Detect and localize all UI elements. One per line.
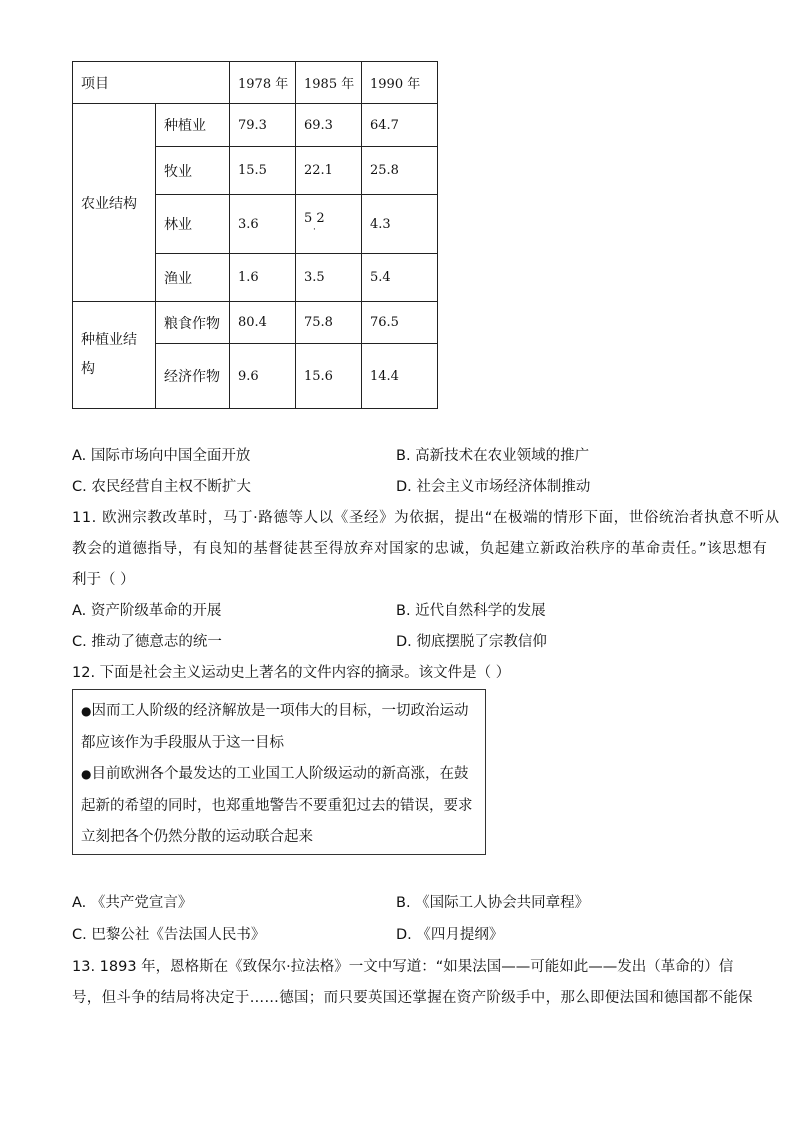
- q11-option-d[interactable]: D. 彻底摆脱了宗教信仰: [396, 634, 547, 650]
- q11-stem-line1: 11. 欧洲宗教改革时，马丁·路德等人以《圣经》为依据，提出“在极端的情形下面，世俗统治者执意不听从: [72, 510, 780, 526]
- cell-1985: [296, 195, 362, 254]
- cell-1990: 25.8: [362, 147, 438, 195]
- row-name: 林业: [156, 195, 230, 254]
- cell-1978: 3.6: [230, 195, 296, 254]
- row-name: 种植业: [156, 104, 230, 147]
- cell-1990: 5.4: [362, 254, 438, 302]
- cell-1990: 4.3: [362, 195, 438, 254]
- header-1985: 1985 年: [296, 62, 362, 104]
- q12-quote-1-text: 因而工人阶级的经济解放是一项伟大的目标，一切政治运动都应该作为手段服从于这一目标: [81, 703, 469, 751]
- header-1978: 1978 年: [230, 62, 296, 104]
- q12-option-d[interactable]: D. 《四月提纲》: [396, 927, 504, 943]
- q11-option-b[interactable]: B. 近代自然科学的发展: [396, 603, 546, 619]
- cell-1985: 69.3: [296, 104, 362, 147]
- q10-option-a[interactable]: A. 国际市场向中国全面开放: [72, 448, 251, 464]
- q12-quote-box: [72, 689, 486, 855]
- bullet-icon: ●: [81, 704, 92, 718]
- cell-1978: 15.5: [230, 147, 296, 195]
- q10-option-b[interactable]: B. 高新技术在农业领域的推广: [396, 448, 590, 464]
- cell-1978: 1.6: [230, 254, 296, 302]
- q12-stem: 12. 下面是社会主义运动史上著名的文件内容的摘录。该文件是（ ）: [72, 665, 511, 681]
- q12-option-a[interactable]: A. 《共产党宣言》: [72, 895, 193, 911]
- cell-1978: 79.3: [230, 104, 296, 147]
- q11-stem-line2: 教会的道德指导，有良知的基督徒甚至得放弃对国家的忠诚，负起建立新政治秩序的革命责任。”该思想有: [72, 541, 768, 557]
- q11-option-c[interactable]: C. 推动了德意志的统一: [72, 634, 222, 650]
- cell-1990: 14.4: [362, 344, 438, 409]
- cell-1978: 9.6: [230, 344, 296, 409]
- group-label-planting: [73, 302, 156, 409]
- q10-option-d[interactable]: D. 社会主义市场经济体制推动: [396, 479, 591, 495]
- misplaced-decimal-dot: ·: [313, 225, 316, 235]
- q10-option-c[interactable]: C. 农民经营自主权不断扩大: [72, 479, 251, 495]
- row-name: 牧业: [156, 147, 230, 195]
- row-name: 渔业: [156, 254, 230, 302]
- q13-stem-line2: 号，但斗争的结局将决定于……德国；而只要英国还掌握在资产阶级手中，那么即便法国和德国都不能保: [72, 990, 753, 1006]
- cell-1985-text: 5 2: [304, 211, 325, 226]
- cell-1978: 80.4: [230, 302, 296, 344]
- agriculture-structure-table: [72, 61, 438, 409]
- cell-1990: 76.5: [362, 302, 438, 344]
- group-label-line1: 种植业结: [81, 332, 137, 348]
- q11-option-a[interactable]: A. 资产阶级革命的开展: [72, 603, 222, 619]
- q12-quote-2: [81, 759, 477, 854]
- header-item: 项目: [73, 62, 230, 104]
- cell-1985: 22.1: [296, 147, 362, 195]
- header-1990: 1990 年: [362, 62, 438, 104]
- q12-quote-1: [81, 696, 477, 759]
- group-label-line2: 构: [81, 361, 95, 377]
- q11-stem-line3: 利于（ ）: [72, 572, 135, 588]
- cell-1985: 3.5: [296, 254, 362, 302]
- cell-1990: 64.7: [362, 104, 438, 147]
- cell-1985: 15.6: [296, 344, 362, 409]
- row-name: 粮食作物: [156, 302, 230, 344]
- group-label-agriculture: 农业结构: [73, 104, 156, 302]
- q13-stem-line1: 13. 1893 年，恩格斯在《致保尔·拉法格》一文中写道：“如果法国——可能如此——发出（革命的）信: [72, 959, 734, 975]
- row-name: 经济作物: [156, 344, 230, 409]
- cell-1985: 75.8: [296, 302, 362, 344]
- bullet-icon: ●: [81, 767, 92, 781]
- q12-option-b[interactable]: B. 《国际工人协会共同章程》: [396, 895, 590, 911]
- q12-option-c[interactable]: C. 巴黎公社《告法国人民书》: [72, 927, 266, 943]
- q12-quote-2-text: 目前欧洲各个最发达的工业国工人阶级运动的新高涨，在鼓起新的希望的同时，也郑重地警告不要重犯过去的错误，要求立刻把各个仍然分散的运动联合起来: [81, 766, 473, 845]
